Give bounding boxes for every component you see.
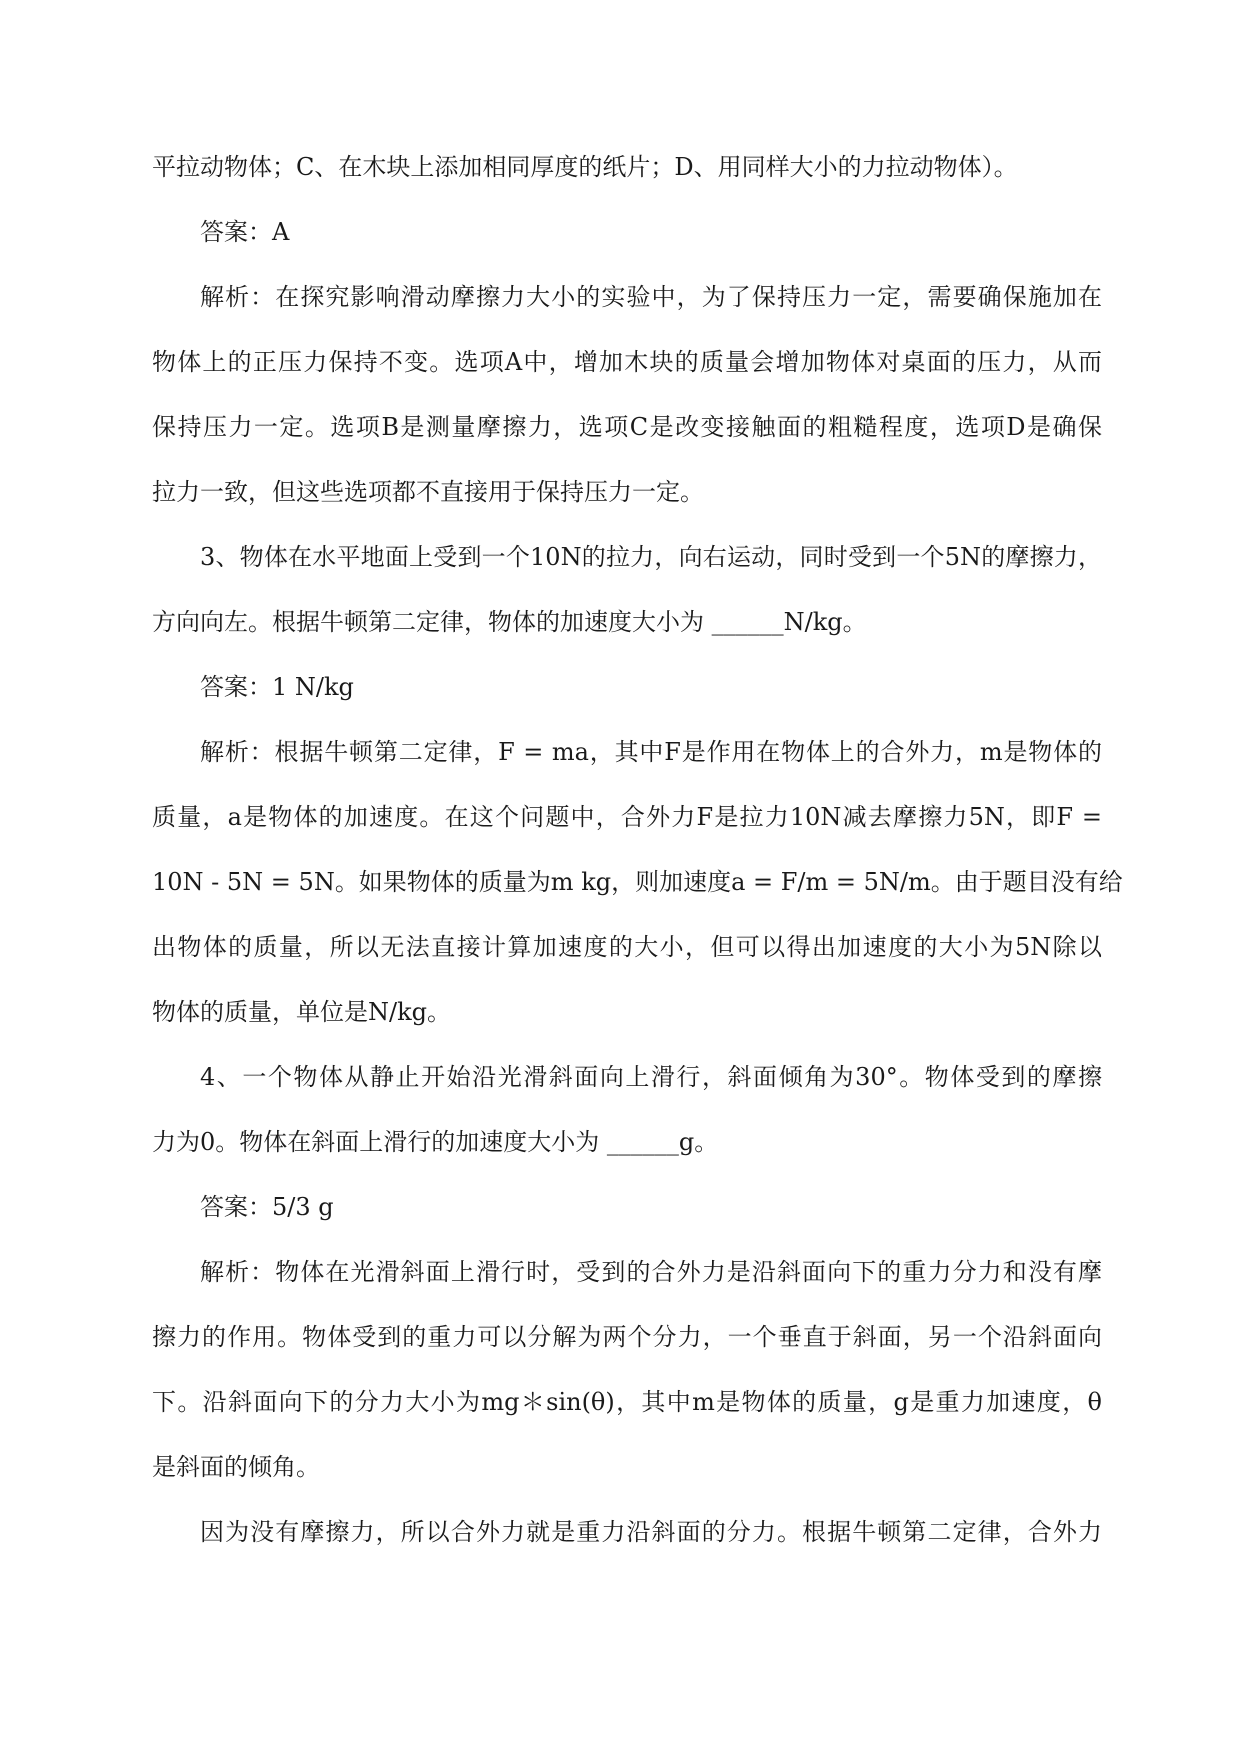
answer-line: 答案：5/3 g: [200, 1193, 334, 1221]
paragraph-line: 拉力一致，但这些选项都不直接用于保持压力一定。: [152, 478, 704, 506]
question-line: 力为0。物体在斜面上滑行的加速度大小为 ______g。: [152, 1128, 719, 1156]
question-line: 3、物体在水平地面上受到一个10N的拉力，向右运动，同时受到一个5N的摩擦力，: [200, 543, 1102, 571]
paragraph-line: 解析：在探究影响滑动摩擦力大小的实验中，为了保持压力一定，需要确保施加在: [200, 283, 1102, 311]
paragraph-line: 物体的质量，单位是N/kg。: [152, 998, 451, 1026]
paragraph-line: 出物体的质量，所以无法直接计算加速度的大小，但可以得出加速度的大小为5N除以: [152, 933, 1102, 961]
paragraph-line: 物体上的正压力保持不变。选项A中，增加木块的质量会增加物体对桌面的压力，从而: [152, 348, 1102, 376]
paragraph-line: 平拉动物体；C、在木块上添加相同厚度的纸片；D、用同样大小的力拉动物体）。: [152, 153, 1018, 181]
question-line: 4、一个物体从静止开始沿光滑斜面向上滑行，斜面倾角为30°。物体受到的摩擦: [200, 1063, 1102, 1091]
answer-line: 答案：A: [200, 218, 290, 246]
paragraph-line: 解析：根据牛顿第二定律，F = ma，其中F是作用在物体上的合外力，m是物体的: [200, 738, 1102, 766]
answer-line: 答案：1 N/kg: [200, 673, 354, 701]
paragraph-line: 因为没有摩擦力，所以合外力就是重力沿斜面的分力。根据牛顿第二定律，合外力: [200, 1518, 1102, 1546]
paragraph-line: 解析：物体在光滑斜面上滑行时，受到的合外力是沿斜面向下的重力分力和没有摩: [200, 1258, 1102, 1286]
paragraph-line: 是斜面的倾角。: [152, 1453, 320, 1481]
paragraph-line: 质量，a是物体的加速度。在这个问题中，合外力F是拉力10N减去摩擦力5N，即F =: [152, 803, 1102, 831]
question-line: 方向向左。根据牛顿第二定律，物体的加速度大小为 ______N/kg。: [152, 608, 867, 636]
paragraph-line: 擦力的作用。物体受到的重力可以分解为两个分力，一个垂直于斜面，另一个沿斜面向: [152, 1323, 1102, 1351]
paragraph-line: 10N - 5N = 5N。如果物体的质量为m kg，则加速度a = F/m = 5N/m。由于题目没有给: [152, 868, 1123, 896]
paragraph-line: 下。沿斜面向下的分力大小为mg＊sin(θ)，其中m是物体的质量，g是重力加速度，θ: [152, 1388, 1102, 1416]
paragraph-line: 保持压力一定。选项B是测量摩擦力，选项C是改变接触面的粗糙程度，选项D是确保: [152, 413, 1102, 441]
